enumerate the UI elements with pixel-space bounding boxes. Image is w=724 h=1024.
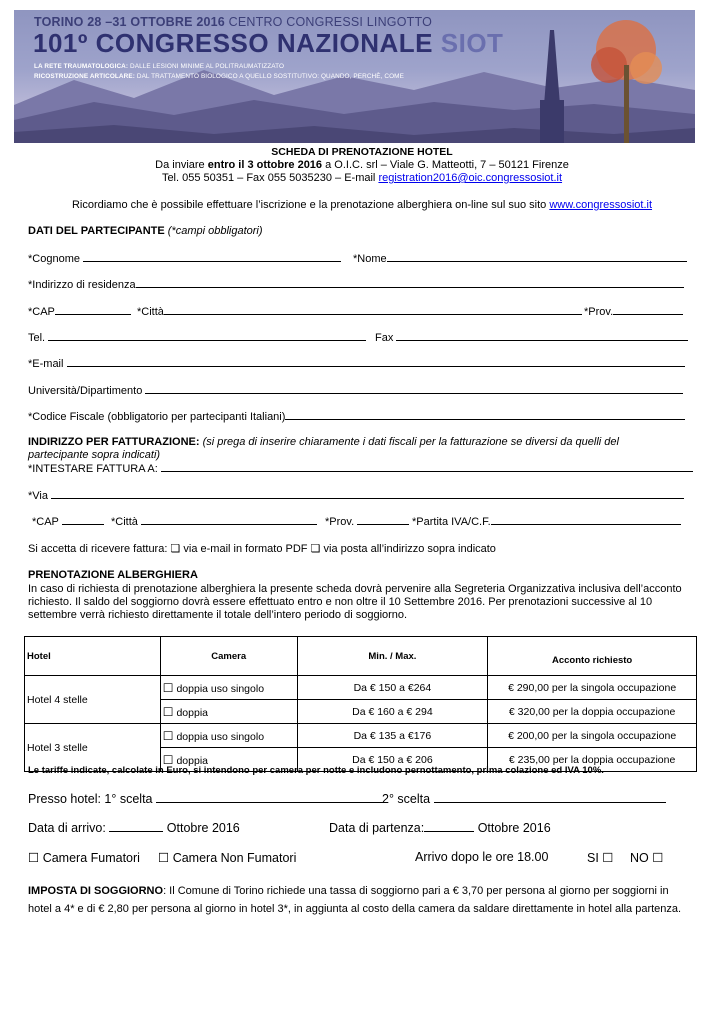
booking-text-1: In caso di richiesta di prenotazione alberghiera la presente scheda dovrà pervenire alla Segreteria Organizzativa inclusiva dell’acconto [28, 583, 682, 595]
hotel-first-choice-field[interactable]: Presso hotel: 1° scelta [28, 792, 388, 806]
billing-note: partecipante sopra indicati) [28, 449, 161, 461]
tel-field[interactable]: Tel. [28, 331, 366, 344]
hotel-rates-table [24, 636, 697, 772]
hotel-cell: Hotel 4 stelle [25, 676, 161, 724]
send-instructions: Da inviare entro il 3 ottobre 2016 a O.I.C. srl – Viale G. Matteotti, 7 – 50121 Firenze [155, 159, 569, 171]
participant-heading: DATI DEL PARTECIPANTE (*campi obbligatori) [28, 225, 263, 237]
room-checkbox[interactable]: ☐ [162, 680, 174, 695]
banner-subtitle-2: RICOSTRUZIONE ARTICOLARE: DAL TRATTAMENTO BIOLOGICO A QUELLO SOSTITUTIVO: QUANDO, PERCHÈ, COME [34, 73, 404, 80]
table-header-row [25, 637, 697, 676]
city-field[interactable]: *Città [137, 305, 582, 318]
deposit-cell: € 200,00 per la singola occupazione [488, 724, 697, 748]
smoking-room-option[interactable]: ☐ Camera Fumatori [28, 851, 140, 865]
fiscal-code-field[interactable]: *Codice Fiscale (obbligatorio per partecipanti Italiani) [28, 410, 685, 423]
banner-subtitle-1: LA RETE TRAUMATOLOGICA: DALLE LESIONI MINIME AL POLITRAUMATIZZATO [34, 63, 285, 70]
room-option[interactable]: ☐ doppia [160, 748, 297, 772]
departure-date-field[interactable]: Data di partenza: Ottobre 2016 [329, 821, 551, 835]
non-smoking-room-option[interactable]: ☐ Camera Non Fumatori [158, 851, 297, 865]
invoice-to-field[interactable]: *INTESTARE FATTURA A: [28, 462, 693, 475]
surname-field[interactable]: *Cognome [28, 252, 341, 265]
arrival-date-field[interactable]: Data di arrivo: Ottobre 2016 [28, 821, 240, 835]
banner-date-location: TORINO 28 –31 OTTOBRE 2016 CENTRO CONGRESSI LINGOTTO [34, 15, 433, 29]
billing-street-field[interactable]: *Via [28, 489, 684, 502]
hotel-second-choice-field[interactable]: 2° scelta [382, 792, 666, 806]
deposit-cell: € 320,00 per la doppia occupazione [488, 700, 697, 724]
online-reminder: Ricordiamo che è possibile effettuare l’iscrizione e la prenotazione alberghiera on-line sul suo sito www.congressosiot.it [71, 199, 653, 211]
col-header-deposit: Acconto richiesto [488, 637, 697, 676]
room-checkbox[interactable]: ☐ [162, 728, 174, 743]
rates-note: Le tariffe indicate, calcolate in Euro, si intendono per camera per notte e includono pernottamento, prima colazione ed IVA 10%. [28, 765, 604, 776]
table-row [25, 676, 697, 700]
price-cell: Da € 150 a €264 [297, 676, 488, 700]
deposit-cell: € 290,00 per la singola occupazione [488, 676, 697, 700]
no-checkbox[interactable]: ☐ [652, 851, 664, 865]
tourist-tax-paragraph: IMPOSTA DI SOGGIORNO: Il Comune di Torino richiede una tassa di soggiorno pari a € 3,70 per persona al giorno per soggiorni in hotel a 4* e di € 2,80 per persona al giorno in hotel 3*, in aggiunta al costo della camera da saldare direttamente in hotel alla partenza. [28, 885, 682, 915]
billing-prov-field[interactable]: *Prov. [325, 515, 409, 528]
col-header-room: Camera [160, 637, 297, 676]
late-arrival-label: Arrivo dopo le ore 18.00 [415, 850, 549, 864]
billing-heading: INDIRIZZO PER FATTURAZIONE: (si prega di inserire chiaramente i dati fiscali per la fatturazione se diversi da quelli del [28, 436, 619, 448]
congress-banner [14, 10, 695, 143]
price-cell: Da € 150 a € 206 [297, 748, 488, 772]
price-cell: Da € 160 a € 294 [297, 700, 488, 724]
email-link[interactable]: registration2016@oic.congressosiot.it [378, 172, 563, 184]
col-header-hotel: Hotel [25, 637, 161, 676]
col-header-price: Min. / Max. [297, 637, 488, 676]
name-field[interactable]: *Nome [353, 252, 687, 265]
smoking-checkbox[interactable]: ☐ [28, 851, 40, 865]
billing-cap-field[interactable]: *CAP [32, 515, 104, 528]
room-checkbox[interactable]: ☐ [162, 752, 174, 767]
room-checkbox[interactable]: ☐ [162, 704, 174, 719]
price-cell: Da € 135 a €176 [297, 724, 488, 748]
room-option[interactable]: ☐ doppia uso singolo [160, 676, 297, 700]
cap-field[interactable]: *CAP [28, 305, 131, 318]
table-row [25, 724, 697, 748]
deposit-cell: € 235,00 per la doppia occupazione [488, 748, 697, 772]
fax-field[interactable]: Fax [375, 331, 688, 344]
website-link[interactable]: www.congressosiot.it [549, 199, 653, 211]
room-option[interactable]: ☐ doppia [160, 700, 297, 724]
booking-text-2: richiesto. Il saldo del soggiorno dovrà essere effettuato entro e non oltre il 10 Settembre 2016. Per prenotazioni successive al 10 [28, 596, 653, 608]
vat-field[interactable]: *Partita IVA/C.F. [412, 515, 681, 528]
email-field[interactable]: *E-mail [28, 357, 685, 370]
contact-line: Tel. 055 50351 – Fax 055 5035230 – E-mail registration2016@oic.congressosiot.it [161, 172, 563, 184]
billing-city-field[interactable]: *Città [111, 515, 317, 528]
address-field[interactable]: *Indirizzo di residenza [28, 278, 684, 291]
booking-text-3: settembre verrà richiesto direttamente il totale dell’intero periodo di soggiorno. [28, 609, 408, 621]
yes-checkbox[interactable]: ☐ [602, 851, 614, 865]
invoice-post-checkbox[interactable]: ❏ [310, 543, 321, 555]
late-arrival-no-option[interactable]: NO ☐ [630, 851, 664, 865]
booking-heading: PRENOTAZIONE ALBERGHIERA [28, 569, 198, 581]
hotel-cell: Hotel 3 stelle [25, 724, 161, 772]
banner-title: 101º CONGRESSO NAZIONALE SIOT [33, 28, 504, 58]
prov-field[interactable]: *Prov. [584, 305, 683, 318]
invoice-email-checkbox[interactable]: ❏ [170, 543, 181, 555]
page-title: SCHEDA DI PRENOTAZIONE HOTEL [271, 146, 453, 158]
invoice-delivery-row: Si accetta di ricevere fattura: ❏ via e-mail in formato PDF ❏ via posta all’indirizzo sopra indicato [28, 543, 496, 555]
non-smoking-checkbox[interactable]: ☐ [158, 851, 170, 865]
room-option[interactable]: ☐ doppia uso singolo [160, 724, 297, 748]
late-arrival-yes-option[interactable]: SI ☐ [587, 851, 614, 865]
university-field[interactable]: Università/Dipartimento [28, 384, 683, 397]
